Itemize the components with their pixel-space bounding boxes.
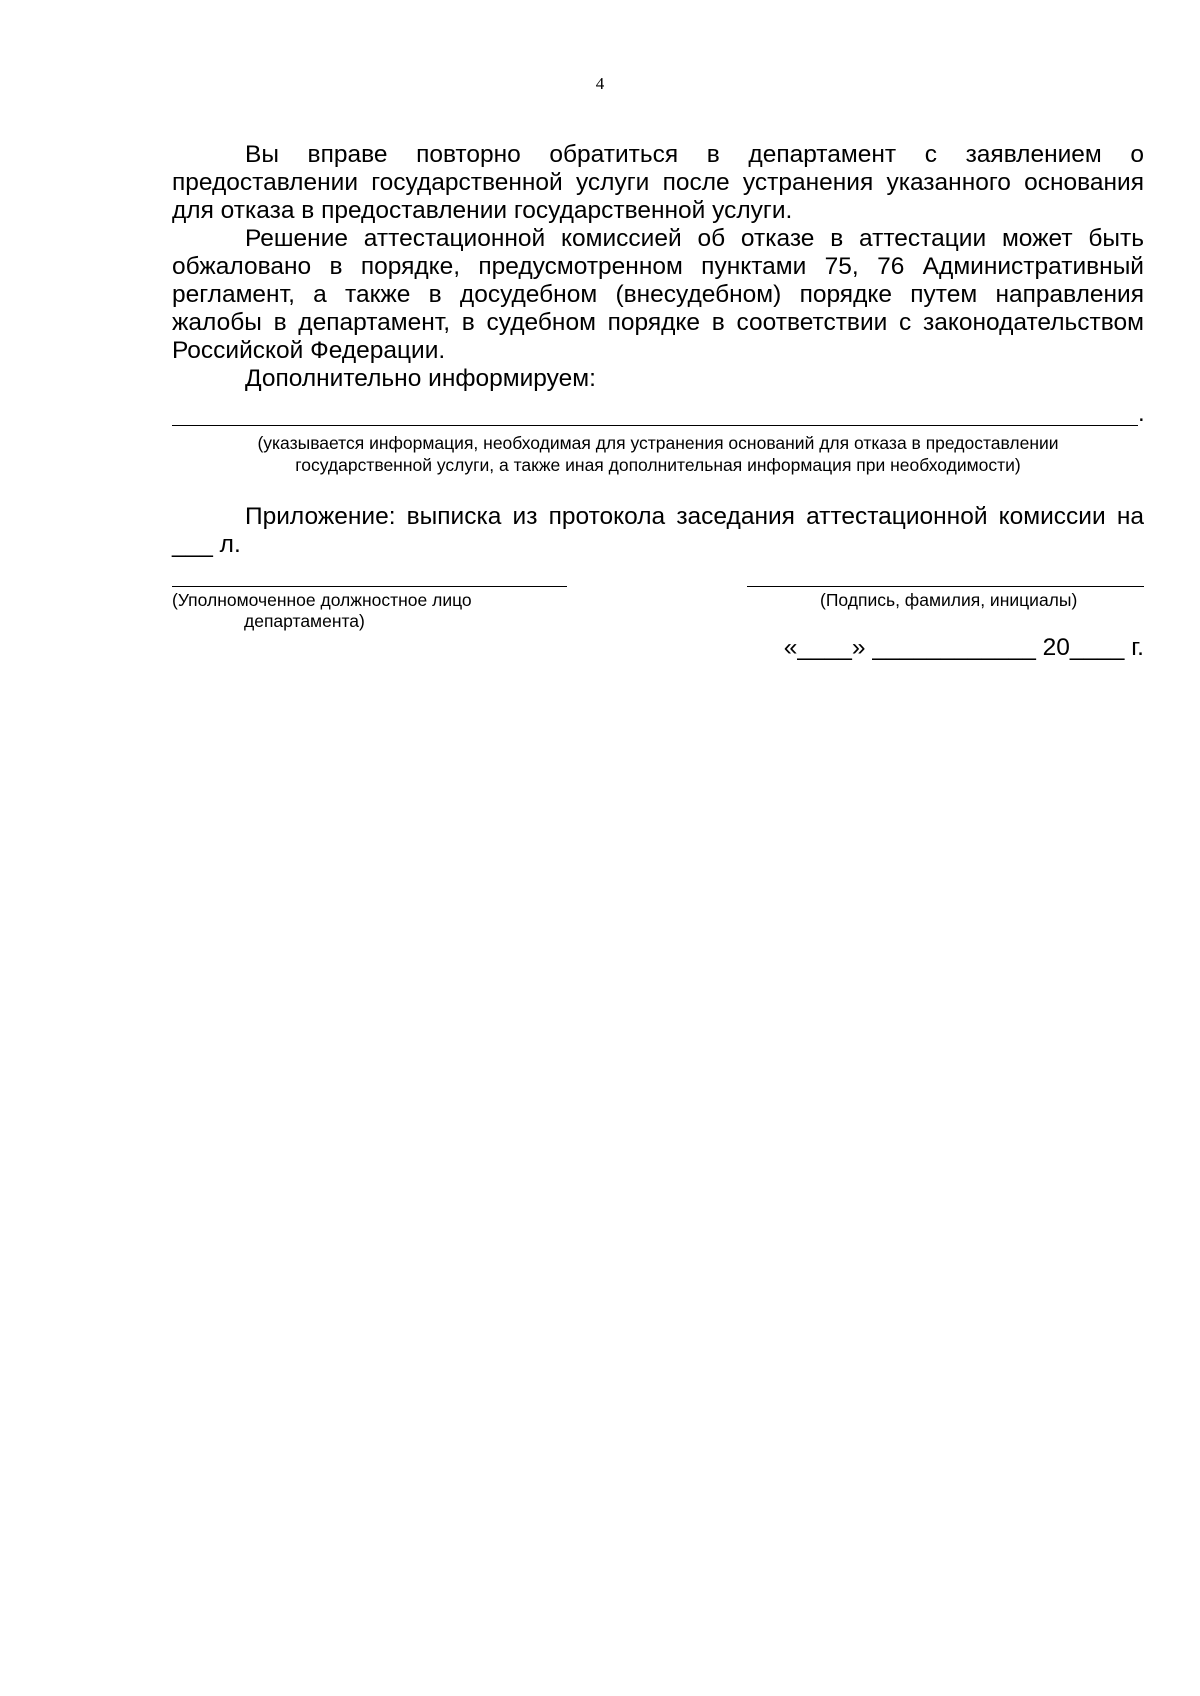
signature-label: (Подпись, фамилия, инициалы) xyxy=(820,590,1078,610)
official-signature-line xyxy=(172,586,567,587)
paragraph-reapply: Вы вправе повторно обратиться в департамент с заявлением о предоставлении государственной услуги после устранения указанного основания для отказа в предоставлении государственной услуги. xyxy=(172,141,1144,224)
signature-name-line xyxy=(747,586,1144,587)
official-label xyxy=(172,590,592,632)
page-number: 4 xyxy=(595,74,605,93)
paragraph-appeal: Решение аттестационной комиссией об отказе в аттестации может быть обжаловано в порядке, предусмотренном пунктами 75, 76 Административный регламент, а также в досудебном (внесудебном) порядке путем направления жалобы в департамент, в судебном порядке в соответствии с законодательством Российской Федерации. xyxy=(172,225,1144,364)
appendix-section xyxy=(172,503,1144,559)
date-line: «____» ____________ 20____ г. xyxy=(783,634,1144,661)
official-label-line-2: департамента) xyxy=(244,611,365,631)
paragraph-additional-info: Дополнительно информируем: xyxy=(245,365,596,392)
additional-info-fill-line xyxy=(172,425,1138,426)
additional-info-hint xyxy=(172,432,1144,476)
letter-body xyxy=(172,141,1144,393)
hint-line-2: государственной услуги, а также иная дополнительная информация при необходимости) xyxy=(295,455,1021,475)
appendix-text: Приложение: выписка из протокола заседания аттестационной комиссии на ___ л. xyxy=(172,503,1144,558)
official-label-line-1: (Уполномоченное должностное лицо xyxy=(172,590,472,610)
fill-line-period: . xyxy=(1138,400,1145,427)
hint-line-1: (указывается информация, необходимая для устранения оснований для отказа в предоставлении xyxy=(257,433,1059,453)
